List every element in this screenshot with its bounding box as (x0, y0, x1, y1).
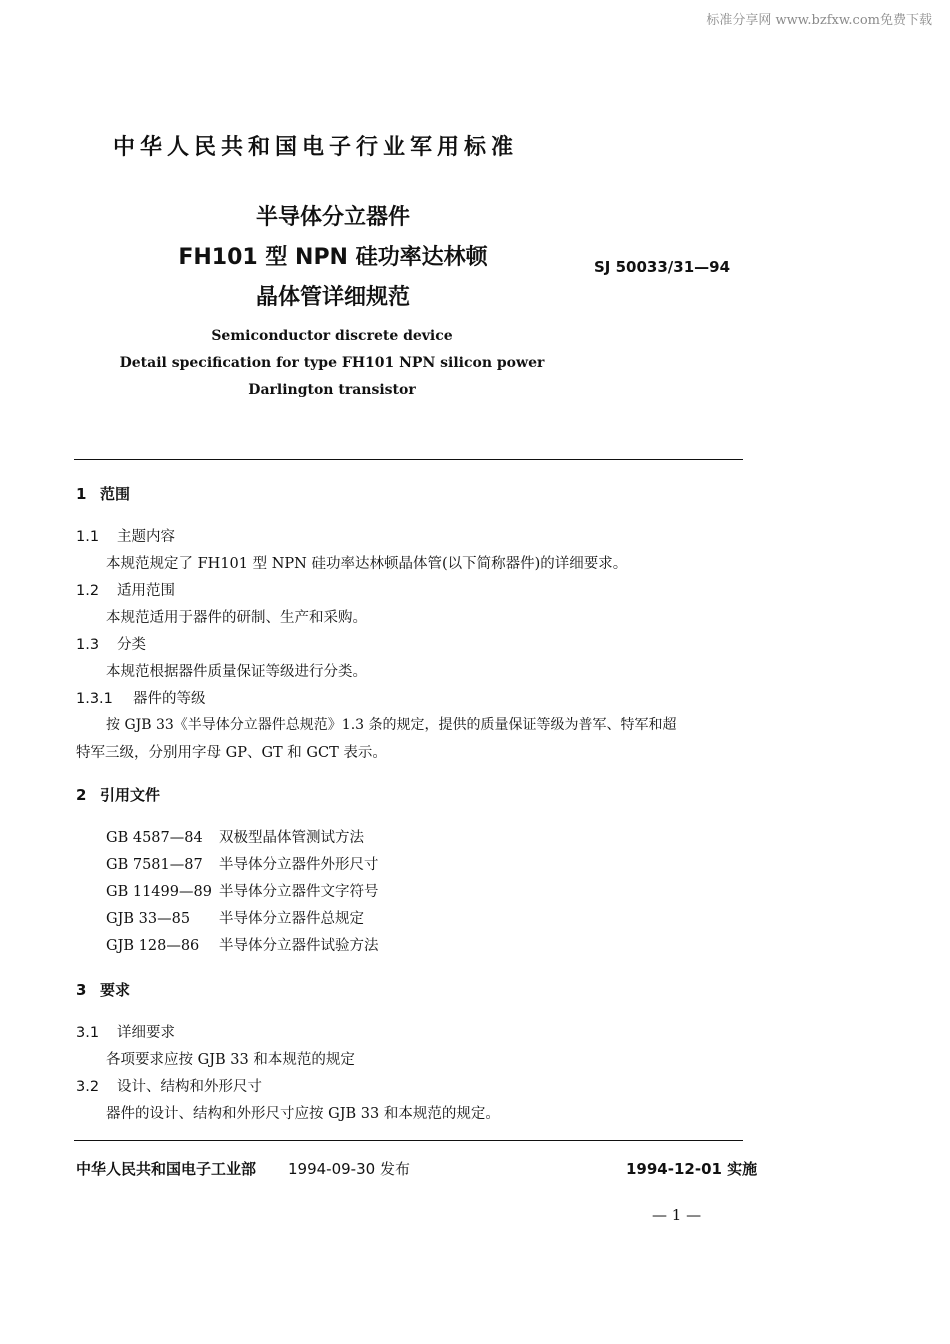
section-3-2-text: 器件的设计、结构和外形尺寸应按 GJB 33 和本规范的规定。 (106, 1106, 500, 1122)
reference-code: GB 11499—89 (106, 884, 212, 900)
section-2-heading (76, 784, 160, 805)
section-number: 1.3.1 (76, 691, 113, 707)
reference-item (106, 880, 379, 901)
header-rule (74, 459, 743, 460)
reference-item (106, 934, 379, 955)
reference-title: 半导体分立器件文字符号 (219, 884, 379, 900)
title-en-line2: Detail specification for type FH101 NPN silicon power (119, 355, 545, 371)
title-cn-line1: 半导体分立器件 (255, 205, 410, 230)
section-1-1-heading (76, 525, 175, 546)
section-1-3-text: 本规范根据器件质量保证等级进行分类。 (106, 664, 367, 680)
section-number: 1.3 (76, 637, 100, 653)
section-1-3-heading (76, 633, 146, 654)
section-title: 分类 (117, 637, 146, 653)
standard-name: 中华人民共和国电子行业军用标准 (113, 135, 519, 160)
section-number: 3.1 (76, 1025, 100, 1041)
section-3-1-heading (76, 1021, 175, 1042)
page-number: — 1 — (652, 1206, 702, 1224)
reference-item (106, 853, 379, 874)
title-en-line3: Darlington transistor (248, 382, 416, 398)
reference-title: 半导体分立器件外形尺寸 (219, 857, 379, 873)
reference-code: GJB 128—86 (106, 938, 200, 954)
reference-title: 半导体分立器件总规定 (219, 911, 364, 927)
section-number: 2 (76, 786, 87, 804)
title-cn-line2: FH101 型 NPN 硅功率达林顿 (178, 245, 488, 270)
reference-title: 半导体分立器件试验方法 (219, 938, 379, 954)
section-1-heading (76, 483, 130, 504)
section-1-3-1-text-line2: 特军三级，分别用字母 GP、GT 和 GCT 表示。 (76, 745, 387, 761)
effective-date: 1994-12-01 实施 (626, 1160, 758, 1178)
section-1-1-text: 本规范规定了 FH101 型 NPN 硅功率达林顿晶体管(以下简称器件)的详细要求。 (106, 556, 628, 572)
issue-date: 1994-09-30 发布 (288, 1160, 410, 1178)
reference-item (106, 826, 364, 847)
footer-rule (74, 1140, 743, 1141)
watermark: 标准分享网 www.bzfxw.com免费下载 (706, 13, 932, 28)
reference-code: GJB 33—85 (106, 911, 191, 927)
section-title: 要求 (100, 981, 131, 999)
reference-code: GB 4587—84 (106, 830, 203, 846)
section-1-3-1-text-line1: 按 GJB 33《半导体分立器件总规范》1.3 条的规定，提供的质量保证等级为普军、特军和超 (106, 717, 677, 733)
section-3-2-heading (76, 1075, 262, 1096)
section-number: 1.2 (76, 583, 100, 599)
reference-title: 双极型晶体管测试方法 (219, 830, 364, 846)
section-number: 1 (76, 485, 87, 503)
standard-number: SJ 50033/31—94 (594, 258, 731, 276)
section-1-2-heading (76, 579, 175, 600)
issuer: 中华人民共和国电子工业部 (76, 1160, 257, 1178)
section-1-2-text: 本规范适用于器件的研制、生产和采购。 (106, 610, 367, 626)
section-3-heading (76, 979, 130, 1000)
reference-item (106, 907, 364, 928)
section-number: 1.1 (76, 529, 100, 545)
section-title: 范围 (100, 485, 131, 503)
section-title: 主题内容 (117, 529, 175, 545)
title-en-line1: Semiconductor discrete device (211, 328, 453, 344)
section-title: 适用范围 (117, 583, 175, 599)
section-title: 详细要求 (117, 1025, 175, 1041)
section-title: 引用文件 (100, 786, 161, 804)
section-title: 设计、结构和外形尺寸 (117, 1079, 262, 1095)
section-title: 器件的等级 (133, 691, 206, 707)
section-1-3-1-heading (76, 687, 206, 708)
section-3-1-text: 各项要求应按 GJB 33 和本规范的规定 (106, 1052, 355, 1068)
title-cn-line3: 晶体管详细规范 (255, 285, 410, 310)
reference-code: GB 7581—87 (106, 857, 203, 873)
section-number: 3.2 (76, 1079, 100, 1095)
section-number: 3 (76, 981, 87, 999)
